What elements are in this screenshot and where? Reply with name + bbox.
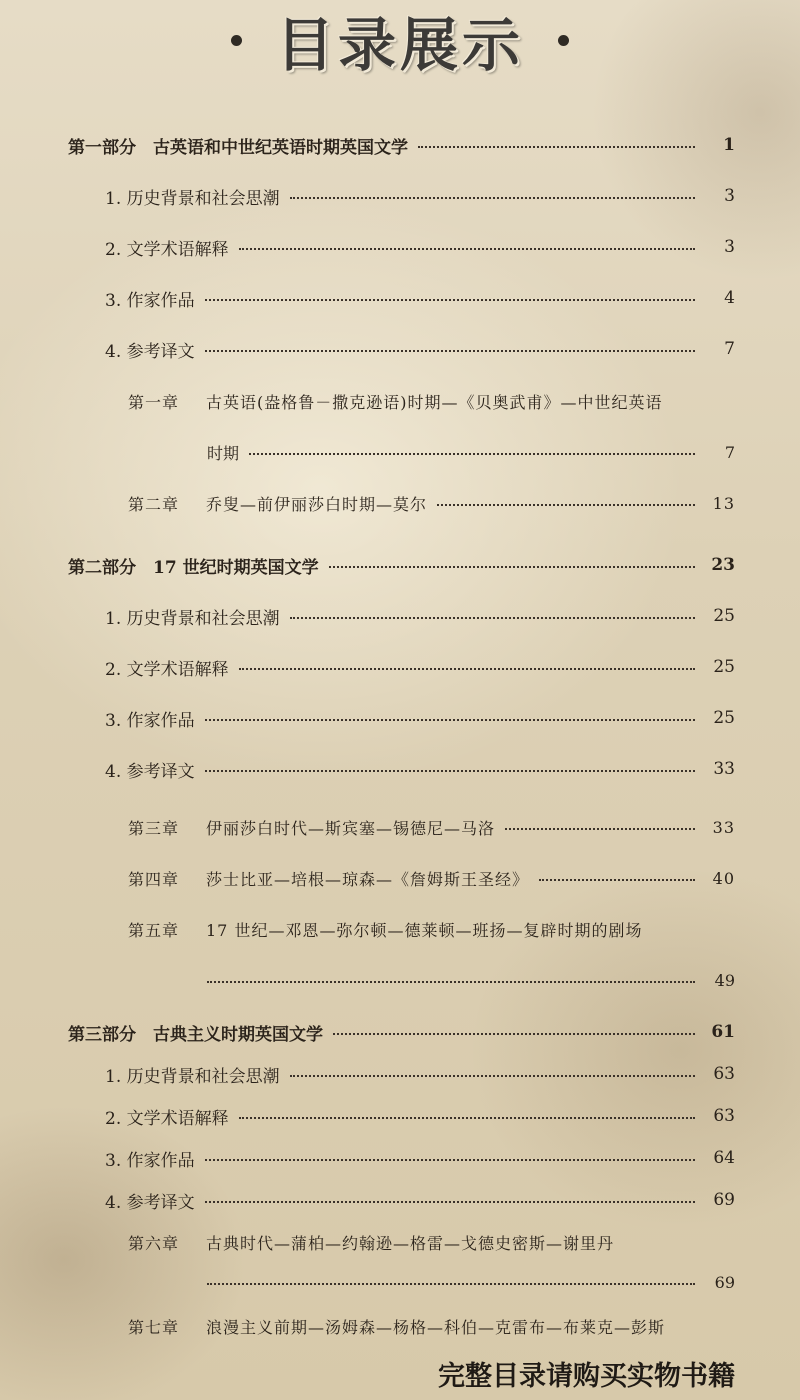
leader-dots [539, 879, 695, 881]
toc-section [0, 1056, 800, 1092]
leader-dots [329, 566, 695, 568]
toc-label: 4. 参考译文 [105, 1192, 195, 1213]
toc-label: 古英语(盎格鲁－撒克逊语)时期—《贝奥武甫》—中世纪英语 [206, 392, 663, 412]
toc-page: 1 [723, 135, 735, 155]
toc-label: 第三部分 古典主义时期英国文学 [68, 1024, 323, 1045]
toc-section [0, 178, 800, 214]
leader-dots [207, 1283, 695, 1285]
toc-page: 69 [713, 1190, 735, 1210]
toc-part-3 [0, 1014, 800, 1050]
toc-page: 7 [724, 442, 735, 462]
toc-chapter-continuation [0, 434, 800, 470]
toc-page: 3 [724, 237, 735, 257]
toc-label: 乔叟—前伊丽莎白时期—莫尔 [206, 494, 428, 514]
leader-dots [205, 350, 695, 352]
toc-section [0, 1182, 800, 1218]
toc-section [0, 229, 800, 265]
purchase-note: 完整目录请购买实物书籍 [438, 1361, 735, 1392]
leader-dots [437, 504, 695, 506]
toc-label: 3. 作家作品 [105, 1150, 195, 1171]
toc-page: 33 [712, 817, 735, 837]
toc-label: 第一部分 古英语和中世纪英语时期英国文学 [68, 137, 408, 158]
toc-label: 莎士比亚—培根—琼森—《詹姆斯王圣经》 [206, 869, 530, 889]
toc-page: 13 [712, 493, 735, 513]
toc-label: 第二部分 17 世纪时期英国文学 [68, 557, 319, 578]
toc-label: 浪漫主义前期—汤姆森—杨格—科伯—克雷布—布莱克—彭斯 [206, 1317, 666, 1337]
toc-page: 64 [713, 1148, 735, 1168]
toc-label: 4. 参考译文 [105, 341, 195, 362]
toc-chapter-continuation [0, 1264, 800, 1300]
toc-label: 时期 [207, 443, 240, 463]
toc-chapter-continuation [0, 962, 800, 998]
toc-section [0, 700, 800, 736]
toc-chapter [0, 1224, 800, 1260]
leader-dots [239, 248, 695, 250]
toc-chapter [0, 860, 800, 896]
toc-page: 69 [714, 1272, 735, 1292]
leader-dots [418, 146, 695, 148]
toc-label: 古典时代—蒲柏—约翰逊—格雷—戈德史密斯—谢里丹 [206, 1233, 615, 1253]
toc-page: 49 [714, 970, 735, 990]
leader-dots [505, 828, 695, 830]
toc-chapter [0, 911, 800, 947]
leader-dots [333, 1033, 695, 1035]
toc-label: 2. 文学术语解释 [105, 659, 229, 680]
toc-label: 2. 文学术语解释 [105, 239, 229, 260]
leader-dots [239, 1117, 695, 1119]
toc-page: 63 [713, 1106, 735, 1126]
toc-label: 2. 文学术语解释 [105, 1108, 229, 1129]
toc-chapter [0, 1308, 800, 1344]
toc-label: 1. 历史背景和社会思潮 [105, 188, 280, 209]
chapter-number: 第三章 [128, 818, 180, 838]
toc-label: 4. 参考译文 [105, 761, 195, 782]
leader-dots [205, 299, 695, 301]
leader-dots [249, 453, 695, 455]
toc-label: 伊丽莎白时代—斯宾塞—锡德尼—马洛 [206, 818, 496, 838]
toc-chapter [0, 809, 800, 845]
bullet-dot-icon [558, 35, 569, 46]
toc-section [0, 598, 800, 634]
leader-dots [205, 1159, 695, 1161]
toc-chapter [0, 383, 800, 419]
toc-section [0, 751, 800, 787]
leader-dots [205, 770, 695, 772]
toc-section [0, 1140, 800, 1176]
chapter-number: 第二章 [128, 494, 180, 514]
toc-label: 3. 作家作品 [105, 290, 195, 311]
chapter-number: 第四章 [128, 869, 180, 889]
toc-page: 23 [711, 555, 735, 575]
toc-page: 25 [713, 708, 735, 728]
toc-page: 63 [713, 1064, 735, 1084]
toc-page: 25 [713, 606, 735, 626]
title-text: 目录展示 [275, 11, 524, 79]
toc-section [0, 649, 800, 685]
chapter-number: 第五章 [128, 920, 180, 940]
page-title [0, 0, 800, 80]
toc-label: 1. 历史背景和社会思潮 [105, 1066, 280, 1087]
toc-section [0, 280, 800, 316]
leader-dots [205, 1201, 695, 1203]
toc-page: 3 [724, 186, 735, 206]
toc-page: 7 [724, 339, 735, 359]
toc-page: 25 [713, 657, 735, 677]
toc-section [0, 1098, 800, 1134]
toc-page: 40 [712, 868, 735, 888]
leader-dots [290, 617, 695, 619]
toc-chapter [0, 485, 800, 521]
toc-page: 4 [724, 288, 735, 308]
leader-dots [290, 1075, 695, 1077]
toc-section [0, 331, 800, 367]
toc-label: 1. 历史背景和社会思潮 [105, 608, 280, 629]
toc-label: 17 世纪—邓恩—弥尔顿—德莱顿—班扬—复辟时期的剧场 [206, 920, 643, 940]
toc-label: 3. 作家作品 [105, 710, 195, 731]
toc-page: 61 [711, 1022, 735, 1042]
toc-page: 33 [713, 759, 735, 779]
leader-dots [290, 197, 695, 199]
toc-part-2 [0, 547, 800, 583]
chapter-number: 第七章 [128, 1317, 180, 1337]
chapter-number: 第一章 [128, 392, 180, 412]
bullet-dot-icon [231, 35, 242, 46]
leader-dots [205, 719, 695, 721]
toc-part-1 [0, 127, 800, 163]
chapter-number: 第六章 [128, 1233, 180, 1253]
leader-dots [207, 981, 695, 983]
leader-dots [239, 668, 695, 670]
